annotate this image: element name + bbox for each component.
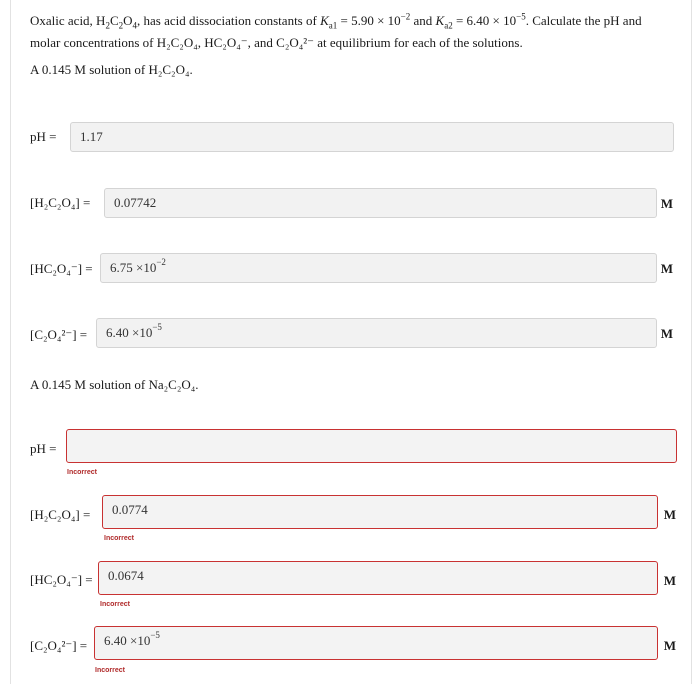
part-b-title: A 0.145 M solution of Na₂C₂O₄. <box>30 377 199 392</box>
part-a-h2c2o4-label: [H₂C₂O₄] = <box>30 195 91 210</box>
part-b-c2o4-label: [C₂O₄²⁻] = <box>30 638 88 653</box>
part-b-hc2o4-label: [HC₂O₄⁻] = <box>30 572 93 587</box>
part-b-ph-input[interactable] <box>66 429 677 463</box>
part-a-hc2o4-label: [HC₂O₄⁻] = <box>30 261 93 276</box>
part-a-c2o4-input[interactable]: $6.40 \times 10^{-5}$ <box>96 318 657 348</box>
part-b-ph-feedback: Incorrect <box>67 469 97 476</box>
part-a-ph-input[interactable]: 1.17 <box>70 122 674 152</box>
part-a-h2c2o4-input[interactable]: 0.07742 <box>104 188 657 218</box>
part-b-h2c2o4-unit: M <box>663 507 676 522</box>
part-b-h2c2o4-feedback: Incorrect <box>104 535 134 542</box>
part-b-c2o4-feedback: Incorrect <box>95 667 125 674</box>
part-b-hc2o4-unit: M <box>663 573 676 588</box>
question-text: Oxalic acid, $H_2C_2O_4$, has acid dissociation constants of $K_{a1} = 5.90 \times 10^{-2}$ and $K_{a2} = 6.40 \times 10^{-5}$. Calculate the pH and molar concentrations of H₂C₂O₄, HC₂O₄⁻, and C₂O₄²⁻ at equilibrium for each of the solutions. <box>30 11 642 50</box>
part-a-c2o4-label: [C₂O₄²⁻] = <box>30 327 88 342</box>
part-b-h2c2o4-label: [H₂C₂O₄] = <box>30 507 91 522</box>
part-a-title: A 0.145 M solution of H₂C₂O₄. <box>30 62 193 77</box>
part-a-c2o4-unit: M <box>660 326 673 341</box>
part-b-ph-label: pH = <box>30 441 57 456</box>
part-a-ph-label: pH = <box>30 129 57 144</box>
part-a-h2c2o4-unit: M <box>660 196 673 211</box>
part-b-h2c2o4-input[interactable]: 0.0774 <box>102 495 658 529</box>
part-a-hc2o4-unit: M <box>660 261 673 276</box>
part-b-c2o4-unit: M <box>663 638 676 653</box>
part-b-hc2o4-input[interactable]: 0.0674 <box>98 561 658 595</box>
part-b-hc2o4-feedback: Incorrect <box>100 601 130 608</box>
part-b-c2o4-input[interactable]: $6.40 \times 10^{-5}$ <box>94 626 658 660</box>
part-a-hc2o4-input[interactable]: $6.75 \times 10^{-2}$ <box>100 253 657 283</box>
